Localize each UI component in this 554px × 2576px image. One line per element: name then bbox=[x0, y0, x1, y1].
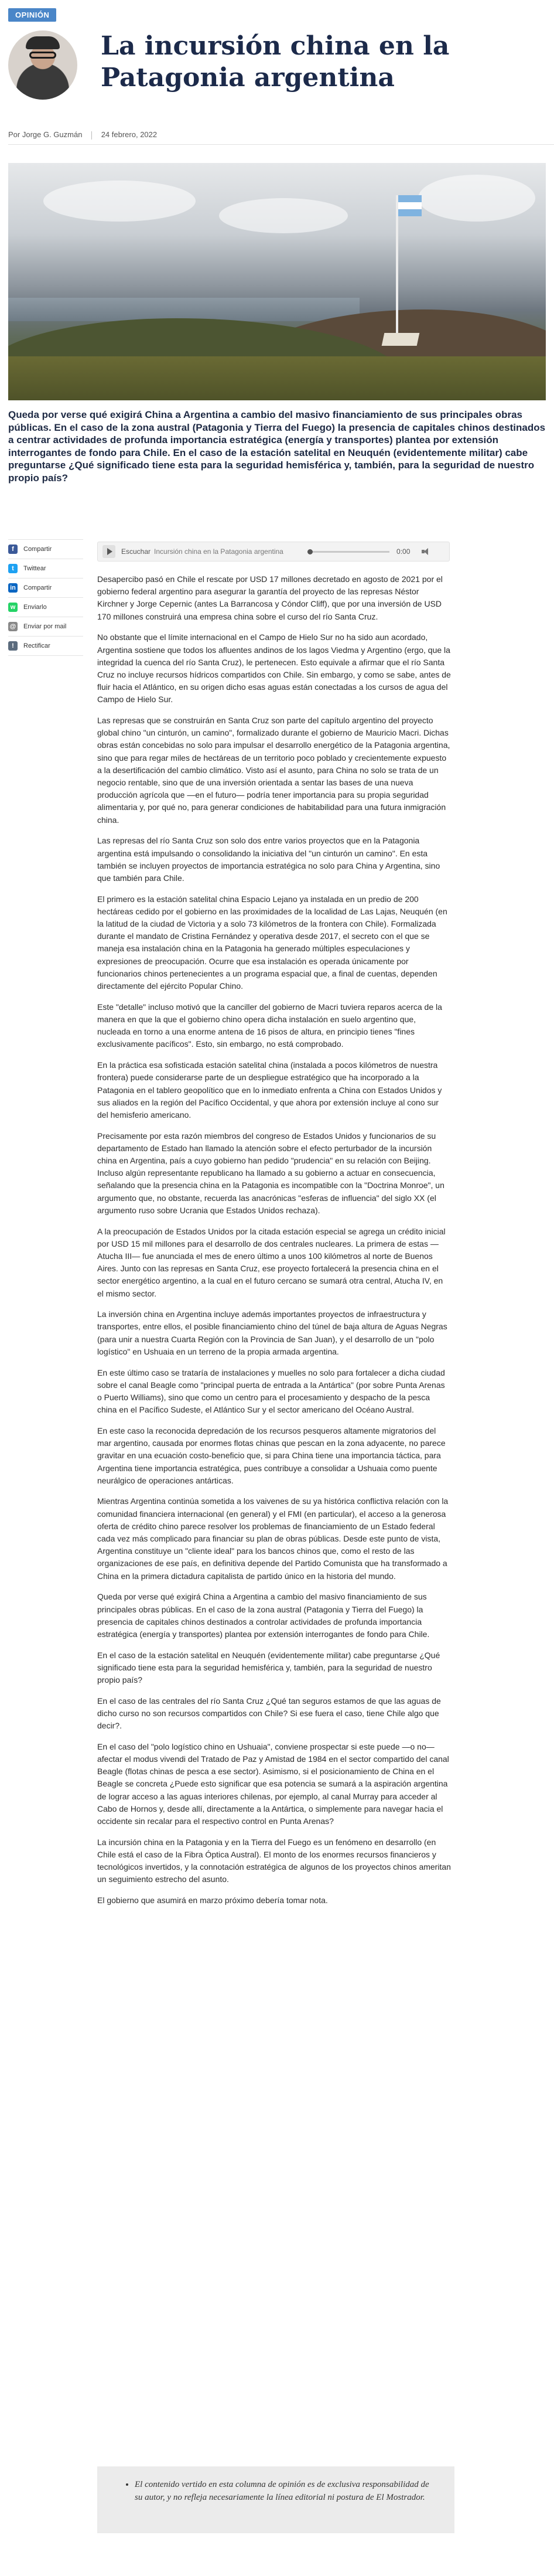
audio-player bbox=[97, 542, 450, 562]
volume-icon[interactable] bbox=[422, 548, 431, 555]
body-paragraph: En la práctica esa sofisticada estación satelital china (instalada a pocos kilómetros de nuestra frontera) puede considerarse parte de un despliegue estratégico que ha incorporado a la Patagonia en el tablero geopolítico que en lo inmediato enfrenta a China con Estados Unidos y sus aliados en la región del Pacífico Occidental, y que ahora por extensión incluye al cono sur del hemisferio americano. bbox=[97, 1060, 442, 1119]
publish-date: 24 febrero, 2022 bbox=[101, 130, 158, 139]
flag-stripe bbox=[398, 202, 422, 209]
share-label: Rectificar bbox=[23, 642, 50, 649]
share-label: Compartir bbox=[23, 584, 52, 591]
author-avatar bbox=[8, 30, 77, 100]
flag-stripe bbox=[398, 209, 422, 216]
share-linkedin-button[interactable] bbox=[8, 579, 83, 598]
byline-divider bbox=[91, 131, 92, 139]
audio-progress-slider[interactable] bbox=[307, 551, 389, 553]
play-icon[interactable] bbox=[102, 545, 115, 558]
body-paragraph: En este último caso se trataría de instalaciones y muelles no solo para fortalecer a dicha ciudad sobre el canal Beagle como "principal puerta de entrada a la Antártica" (por sobre Punta Arenas o Puerto Williams), sino que como un centro para el procesamiento y despacho de la pesca china en el Pacífico Sudeste, el Atlántico Sur y el sector americano del Océano Austral. bbox=[97, 1367, 445, 1415]
body-paragraph: El gobierno que asumirá en marzo próximo debería tomar nota. bbox=[97, 1896, 328, 1905]
body-paragraph: No obstante que el límite internacional en el Campo de Hielo Sur no ha sido aun acordado, Argentina sostiene que todos los afluentes andinos de los lagos Viedma y Argentino (ergo, que la integridad la cuenca del río Santa Cruz), le pertenecen. Esto equivale a afirmar que el río Santa Cruz no incluye recursos hídricos compartidos con Chile. Sin embargo, y como se sabe, antes de fluir hacia el Atlántico, en su origen dicho esas aguas están conectadas a los cursos de agua del Campo de Hielo Sur. bbox=[97, 632, 451, 705]
cloud-shape bbox=[43, 181, 196, 222]
share-facebook-button[interactable] bbox=[8, 539, 83, 559]
byline bbox=[8, 130, 157, 139]
article-lead: Queda por verse qué exigirá China a Argentina a cambio del masivo financiamiento de sus principales obras públicas. En el caso de la zona austral (Patagonia y Tierra del Fuego) la presencia de capitales chinos destinados a centrar actividades de profunda importancia estratégica (energía y transportes) plantea por extensión interrogantes de fondo para Chile. En el caso de la estación satelital en Neuquén (evidentemente militar) cabe preguntarse ¿Qué significado tiene esta para la seguridad hemisférica y, también, para la seguridad de nuestro propio país? bbox=[8, 409, 546, 484]
facebook-icon: f bbox=[8, 545, 18, 554]
rectify-button[interactable] bbox=[8, 637, 83, 656]
audio-title: Incursión china en la Patagonia argentina bbox=[154, 547, 283, 556]
listen-label: Escuchar bbox=[121, 547, 151, 556]
body-paragraph: Las represas que se construirán en Santa Cruz son parte del capítulo argentino del proyecto global chino "un cinturón, un camino", formalizado durante el gobierno de Mauricio Macri. Dichas obras están concebidas no solo para impulsar el desarrollo energético de la Patagonia argentina, sino que para regar miles de hectáreas de un territorio poco poblado y crecientemente expuesto a la desertificación del cambio climático. Visto así el asunto, para China no solo se trata de un negocio rentable, sino que de una inversión orientada a sentar las bases de una nueva producción agrícola que —en el futuro— podría tener importancia para su propia seguridad alimentaria y, por qué no, para generar condiciones de habitabilidad para una futura inmigración china. bbox=[97, 716, 450, 825]
share-label: Enviarlo bbox=[23, 604, 47, 611]
share-twitter-button[interactable] bbox=[8, 559, 83, 579]
share-email-button[interactable] bbox=[8, 617, 83, 637]
body-paragraph: A la preocupación de Estados Unidos por la citada estación especial se agrega un crédito inicial por USD 15 mil millones para el desarrollo de dos centrales nucleares. La primera de estas —Atucha III— fue anunciada el mes de enero último a unos 100 kilómetros al norte de Buenos Aires. Junto con las represas en Santa Cruz, ese proyecto fortalecerá la presencia china en el sector energético argentino, a la cual en el futuro cercano se sumará otra central, Atucha IV, en el mismo sector. bbox=[97, 1226, 446, 1298]
share-whatsapp-button[interactable] bbox=[8, 598, 83, 617]
hero-image bbox=[8, 163, 546, 400]
sea-shape bbox=[8, 298, 360, 321]
grass-shape bbox=[8, 356, 546, 400]
article-body bbox=[97, 573, 451, 1915]
share-label: Compartir bbox=[23, 546, 52, 553]
share-sidebar bbox=[8, 539, 83, 656]
flagpole bbox=[396, 195, 398, 342]
whatsapp-icon: w bbox=[8, 603, 18, 612]
email-icon: @ bbox=[8, 622, 18, 631]
share-label: Enviar por mail bbox=[23, 623, 67, 630]
body-paragraph: En el caso del "polo logístico chino en Ushuaia", conviene prospectar si este puede —o no— afectar el modus vivendi del Tratado de Paz y Amistad de 1984 en el sector compartido del canal Beagle (flotas chinas de pesca a ese sector). Asimismo, si el posicionamiento de China en el Beagle se concreta ¿Puede esto significar que esa potencia se sumará a la aspiración argentina de lograr acceso a las aguas interiores chilenas, por ejemplo, al canal Murray para acceder al Cabo de Hornos y, desde allí, directamente a la Antártica, o simplemente para navegar hacia el occidente sin recalar para el respectivo control en Punta Arenas? bbox=[97, 1741, 449, 1826]
body-paragraph: El primero es la estación satelital china Espacio Lejano ya instalada en un predio de 200 hectáreas cedido por el gobierno en las proximidades de la localidad de Las Lajas, Neuquén (en la latitud de la ciudad de Victoria y a solo 73 kilómetros de la frontera con Chile). Formalizada durante el mandato de Cristina Fernández y operativa desde 2017, el secreto con el que se maneja esa instalación china en la Patagonia ha generado múltiples especulaciones y expresiones de preocupación. Ocurre que esa instalación es operada únicamente por funcionarios chinos pertenecientes a un programa espacial que, a final de cuentas, dependen directamente del ejército Popular Chino. bbox=[97, 894, 447, 991]
body-paragraph: La inversión china en Argentina incluye además importantes proyectos de infraestructura y transportes, entre ellos, el posible financiamiento chino del túnel de baja altura de Aguas Negras (para unir a nuestra Cuarta Región con la Provincia de San Juan), y el desarrollo de un "polo logístico" en Ushuaia en un terreno de la propia armada argentina. bbox=[97, 1309, 447, 1356]
share-label: Twittear bbox=[23, 565, 46, 572]
body-paragraph: Desapercibo pasó en Chile el rescate por USD 17 millones decretado en agosto de 2021 por el gobierno federal argentino para asegurar la garantía del proyecto de las represas Néstor Kirchner y Jorge Cepernic (antes La Barrancosa y Cóndor Cliff), que por una inversión de USD 170 millones construirá una empresa china sobre el curso del río Santa Cruz. bbox=[97, 574, 443, 621]
twitter-icon: t bbox=[8, 564, 18, 573]
opinion-disclaimer bbox=[97, 2466, 454, 2533]
header-divider bbox=[8, 144, 554, 145]
body-paragraph: Las represas del río Santa Cruz son solo dos entre varios proyectos que en la Patagonia argentina está impulsando o consolidando la iniciativa del "un cinturón un camino". En esta también se incluyen proyectos de importancia estratégica no solo para China y Argentina, sino que también para Chile. bbox=[97, 836, 440, 883]
cloud-shape bbox=[219, 198, 348, 233]
flag-stripe bbox=[398, 195, 422, 202]
body-paragraph: Este "detalle" incluso motivó que la canciller del gobierno de Macri tuviera reparos acerca de la manera en que la que el gobierno chino opera dicha instalación en suelo argentino que, nucleada en torno a una enorme antena de 16 pisos de altura, en principio tienes "fines exclusivamente pacíficos". Esto, sin embargo, no está comprobado. bbox=[97, 1002, 442, 1049]
category-tag[interactable]: OPINIÓN bbox=[8, 8, 56, 22]
body-paragraph: En este caso la reconocida depredación de los recursos pesqueros altamente migratorios del mar argentino, causada por enormes flotas chinas que pescan en la zona adyacente, no parece gravitar en una ecuación costo-beneficio que, si para China tiene una importancia táctica, para Argentina tiene importancia estratégica, pues contribuye a consolidar a Ushuaia como puente neurálgico de operaciones antárticas. bbox=[97, 1425, 446, 1485]
avatar-hair bbox=[26, 36, 60, 49]
body-paragraph: Queda por verse qué exigirá China a Argentina a cambio del masivo financiamiento de sus principales obras públicas. En el caso de la zona austral (Patagonia y Tierra del Fuego) la presencia de capitales chinos destinados a controlar actividades de profunda importancia estratégica (energía y transportes) plantea por extensión interrogantes de fondo para Chile. bbox=[97, 1592, 430, 1639]
body-paragraph: Mientras Argentina continúa sometida a los vaivenes de su ya histórica conflictiva relación con la comunidad financiera internacional (en general) y el FMI (en particular), el acceso a la generosa oferta de crédito chino parece resolver los problemas de financiamiento de un Estado federal cada vez más complicado para financiar su plan de obras públicas. Desde este punto de vista, Argentina constituye un "cliente ideal" para los bancos chinos que, como el resto de las organizaciones de ese país, en definitiva depende del Partido Comunista que ha transformado a China en la primera dictadura capitalista de partido único en la historia del mundo. bbox=[97, 1496, 449, 1581]
body-paragraph: La incursión china en la Patagonia y en la Tierra del Fuego es un fenómeno en desarrollo (en Chile está el caso de la Fibra Óptica Austral). El monto de los enormes recursos financieros y tecnológicos invertidos, y la connotación estratégica de algunos de los proyectos chinos ameritan un seguimiento estrecho del asunto. bbox=[97, 1837, 451, 1884]
article-title: La incursión china en la Patagonia argentina bbox=[101, 31, 450, 93]
cloud-shape bbox=[418, 175, 535, 222]
avatar-glasses bbox=[29, 52, 56, 59]
linkedin-icon: in bbox=[8, 583, 18, 593]
body-paragraph: Precisamente por esta razón miembros del congreso de Estados Unidos y funcionarios de su departamento de Estado han llamado la atención sobre el efecto perturbador de la incursión china en Argentina, país a cuyo gobierno han pedido "prudencia" en su relación con Beijing. Incluso algún representante republicano ha llamado a su gobierno a actuar en consecuencia, señalando que la presencia china en la Patagonia es incompatible con la "Doctrina Monroe", un argumento que, no obstante, recuerda las anacrónicas "esferas de influencia" del siglo XX (el argumento ruso sobre Ucrania que Estados Unidos rechaza). bbox=[97, 1131, 444, 1215]
progress-knob[interactable] bbox=[307, 549, 313, 554]
monument-base bbox=[382, 333, 420, 346]
body-paragraph: En el caso de la estación satelital en Neuquén (evidentemente militar) cabe preguntarse ¿Qué significado tiene esta para la seguridad hemisférica y, también, para la seguridad de nuestro propio país? bbox=[97, 1650, 440, 1685]
audio-time: 0:00 bbox=[396, 547, 411, 556]
author-name[interactable]: Por Jorge G. Guzmán bbox=[8, 130, 83, 139]
body-paragraph: En el caso de las centrales del río Santa Cruz ¿Qué tan seguros estamos de que las aguas de dicho curso no son recursos compartidos con Chile? Si ese fuera el caso, tiene Chile algo que decir?. bbox=[97, 1696, 441, 1731]
correct-icon: ! bbox=[8, 641, 18, 651]
disclaimer-text: • El contenido vertido en esta columna de opinión es de exclusiva responsabilidad de su autor, y no refleja necesariamente la línea editorial ni postura de El Mostrador. bbox=[135, 2478, 431, 2504]
